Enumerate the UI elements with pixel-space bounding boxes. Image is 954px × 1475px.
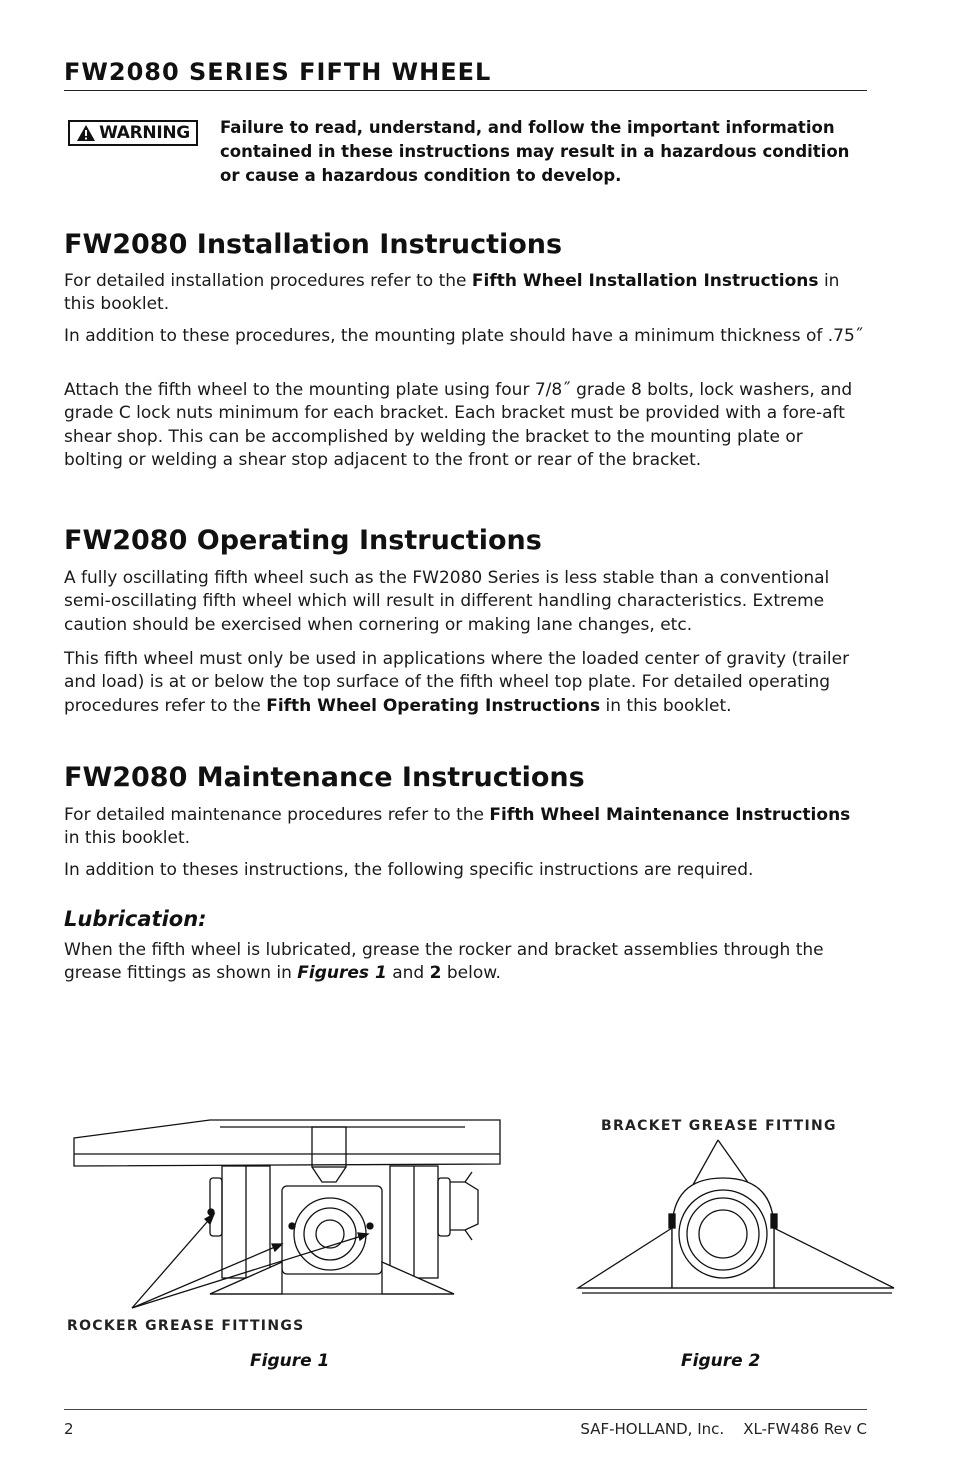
footer-company: SAF-HOLLAND, Inc. xyxy=(580,1420,725,1438)
footer-doc-id: XL-FW486 Rev C xyxy=(743,1420,867,1438)
figure-1-reference: Figures 1 xyxy=(297,963,387,984)
operating-p2-text: This fifth wheel must only be used in applications where the loaded center of gravity (trailer and load) is at or below the top surface of the fifth wheel top plate. For detailed operating procedures refer to the xyxy=(64,649,850,716)
figure-2-reference: 2 xyxy=(429,963,442,984)
installation-p1-reference: Fifth Wheel Installation Instructions xyxy=(471,271,819,291)
maintenance-p1-text-end: in this booklet. xyxy=(64,828,191,849)
operating-title: FW2080 Operating Instructions xyxy=(64,525,542,556)
installation-title: FW2080 Installation Instructions xyxy=(64,229,563,260)
lubrication-and-text: and xyxy=(386,963,430,984)
maintenance-p1-reference: Fifth Wheel Maintenance Instructions xyxy=(489,805,851,825)
lubrication-paragraph xyxy=(64,939,867,986)
page-header xyxy=(64,58,867,91)
installation-paragraph-3: Attach the fifth wheel to the mounting plate using four 7/8˝ grade 8 bolts, lock washers, and grade C lock nuts minimum for each bracket. Each bracket must be provided with a fore-aft shear shop. This can be accomplished by welding the bracket to the mounting plate or bolting or welding a shear stop adjacent to the front or rear of the bracket. xyxy=(64,380,853,470)
footer-doc-info xyxy=(580,1420,867,1438)
figure-2-label: BRACKET GREASE FITTING xyxy=(601,1118,837,1134)
operating-paragraph-1: A fully oscillating fifth wheel such as the FW2080 Series is less stable than a conventional semi-oscillating fifth wheel which will result in different handling characteristics. Extreme caution should be exercised when cornering or making lane changes, etc. xyxy=(64,568,830,635)
figure-2-drawing xyxy=(576,1138,896,1298)
figure-1-callout-arrows xyxy=(120,1200,370,1310)
lubrication-text: When the fifth wheel is lubricated, grease the rocker and bracket assemblies through the grease fittings as shown in xyxy=(64,940,824,984)
installation-p1-text-end: in this booklet. xyxy=(64,271,840,315)
maintenance-title: FW2080 Maintenance Instructions xyxy=(64,762,585,793)
operating-p2-reference: Fifth Wheel Operating Instructions xyxy=(266,695,601,716)
installation-p1-text: For detailed installation procedures refer to the xyxy=(64,271,472,291)
maintenance-paragraph-1 xyxy=(64,804,867,851)
operating-p2-text-end: in this booklet. xyxy=(600,695,732,716)
page-title: FW2080 SERIES FIFTH WHEEL xyxy=(64,58,492,86)
installation-paragraph-2: In addition to these procedures, the mounting plate should have a minimum thickness of .75˝ xyxy=(64,326,864,346)
warning-triangle-icon xyxy=(76,124,96,142)
operating-paragraph-2 xyxy=(64,648,867,718)
warning-badge-label: WARNING xyxy=(99,123,190,143)
footer-divider xyxy=(64,1409,867,1410)
lubrication-title: Lubrication: xyxy=(64,907,207,931)
installation-paragraph-1 xyxy=(64,270,867,317)
figure-1-label: ROCKER GREASE FITTINGS xyxy=(67,1318,305,1334)
page-number: 2 xyxy=(64,1420,74,1438)
lubrication-text-end: below. xyxy=(441,963,501,984)
warning-text: Failure to read, understand, and follow the important information contained in these instructions may result in a hazardous condition or cause a hazardous condition to develop. xyxy=(220,118,850,185)
maintenance-paragraph-2: In addition to theses instructions, the following specific instructions are required. xyxy=(64,860,754,880)
figure-1-caption: Figure 1 xyxy=(250,1351,330,1371)
warning-badge xyxy=(68,120,198,146)
figure-2-caption: Figure 2 xyxy=(681,1351,761,1371)
maintenance-p1-text: For detailed maintenance procedures refer to the xyxy=(64,805,490,825)
